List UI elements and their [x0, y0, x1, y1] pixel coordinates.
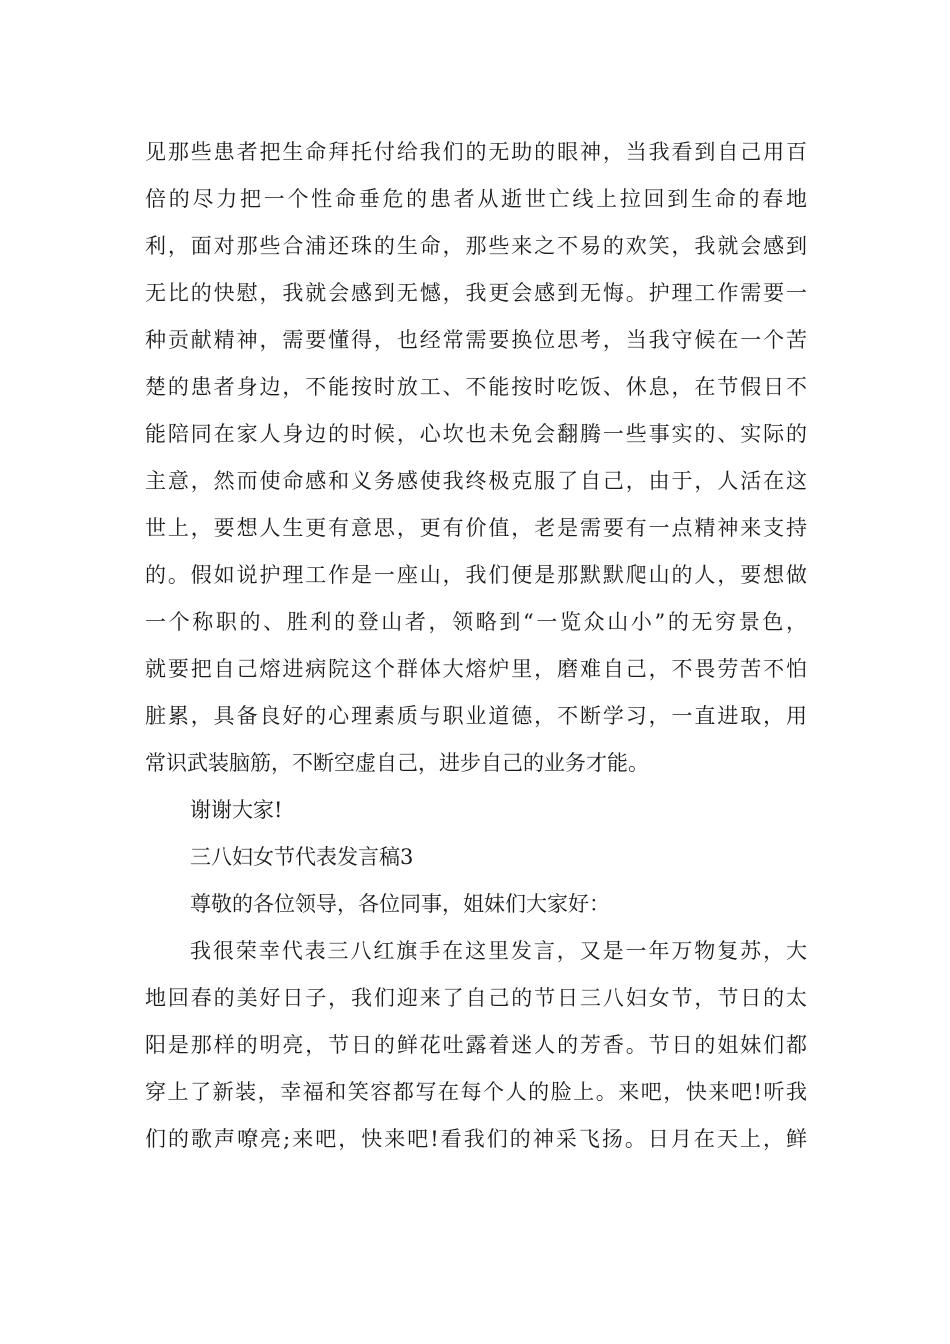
body-text-line: 无比的快慰，我就会感到无憾，我更会感到无悔。护理工作需要一	[145, 281, 807, 305]
body-text-line: 利，面对那些合浦还珠的生命，那些来之不易的欢笑，我就会感到	[145, 234, 807, 258]
closing-thanks: 谢谢大家!	[190, 798, 283, 822]
body-text-line: 地回春的美好日子，我们迎来了自己的节日三八妇女节，节日的太	[145, 986, 807, 1010]
body-text-line: 世上，要想人生更有意思，更有价值，老是需要有一点精神来支持	[145, 516, 807, 540]
body-text-line: 倍的尽力把一个性命垂危的患者从逝世亡线上拉回到生命的春地	[145, 187, 807, 211]
body-text-line: 脏累，具备良好的心理素质与职业道德，不断学习，一直进取，用	[145, 704, 807, 728]
body-text-line: 我很荣幸代表三八红旗手在这里发言，又是一年万物复苏，大	[190, 939, 807, 963]
body-text-line: 种贡献精神，需要懂得，也经常需要换位思考，当我守候在一个苦	[145, 328, 807, 352]
body-text-line: 穿上了新装，幸福和笑容都写在每个人的脸上。来吧，快来吧!听我	[145, 1080, 807, 1104]
body-text-line: 们的歌声嘹亮;来吧，快来吧!看我们的神采飞扬。日月在天上，鲜	[145, 1127, 807, 1151]
body-text-line: 常识武装脑筋，不断空虚自己，进步自己的业务才能。	[145, 751, 649, 775]
body-text-line: 阳是那样的明亮，节日的鲜花吐露着迷人的芳香。节日的姐妹们都	[145, 1033, 807, 1057]
body-text-line: 一个称职的、胜利的登山者，领略到“一览众山小”的无穷景色，	[145, 610, 807, 634]
body-text-line: 的。假如说护理工作是一座山，我们便是那默默爬山的人，要想做	[145, 563, 807, 587]
salutation: 尊敬的各位领导，各位同事，姐妹们大家好：	[190, 892, 610, 916]
body-text-line: 就要把自己熔进病院这个群体大熔炉里，磨难自己，不畏劳苦不怕	[145, 657, 807, 681]
body-text-line: 楚的患者身边，不能按时放工、不能按时吃饭、休息，在节假日不	[145, 375, 807, 399]
section-heading: 三八妇女节代表发言稿3	[190, 845, 414, 869]
body-text-line: 能陪同在家人身边的时候，心坎也未免会翻腾一些事实的、实际的	[145, 422, 807, 446]
body-text-line: 主意，然而使命感和义务感使我终极克服了自己，由于，人活在这	[145, 469, 807, 493]
body-text-line: 见那些患者把生命拜托付给我们的无助的眼神，当我看到自己用百	[145, 140, 807, 164]
